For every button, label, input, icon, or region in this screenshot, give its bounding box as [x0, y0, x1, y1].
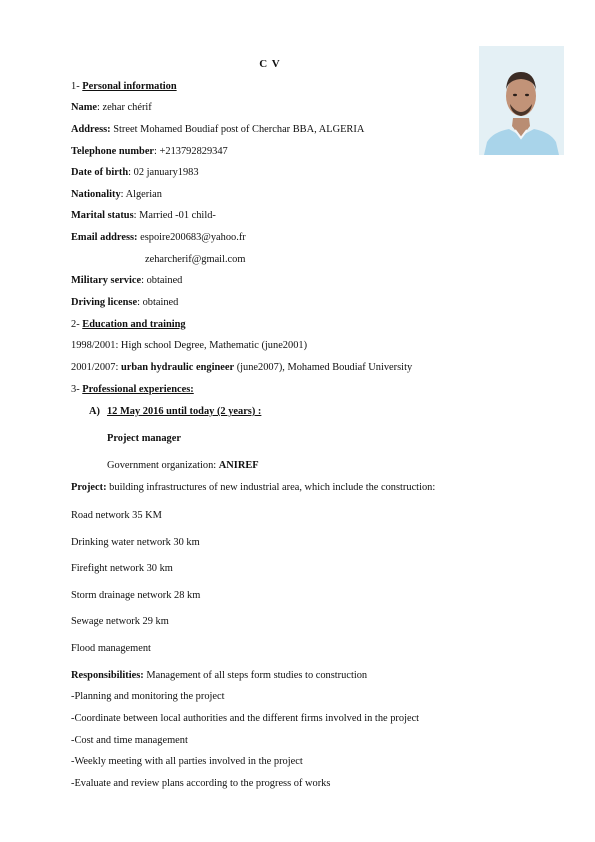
- person-portrait-icon: [479, 46, 564, 155]
- name-value: : zehar chérif: [96, 102, 152, 113]
- phone-line: [71, 145, 228, 158]
- works-item: Drinking water network 30 km: [71, 537, 200, 548]
- name-line: [71, 101, 152, 114]
- address-value: Street Mohamed Boudiaf post of Cherchar BBA, ALGERIA: [110, 124, 365, 135]
- military-value: : obtained: [141, 275, 183, 286]
- duty-item: -Cost and time management: [71, 735, 188, 746]
- cv-title: C V: [259, 58, 281, 70]
- nationality-value: : Algerian: [120, 189, 162, 200]
- name-label: Name: [71, 102, 97, 113]
- address-label: Address:: [71, 124, 111, 135]
- nationality-line: [71, 188, 162, 201]
- email-value-1: espoire200683@yahoo.fr: [137, 232, 246, 243]
- dob-value: : 02 january1983: [128, 167, 199, 178]
- project-line: [71, 481, 435, 494]
- phone-label: Telephone number: [71, 146, 155, 157]
- education-details: (june2007), Mohamed Boudiaf University: [234, 362, 413, 373]
- org-label: Government organization:: [107, 460, 219, 471]
- military-label: Military service: [71, 275, 142, 286]
- section-personal-heading: [71, 80, 177, 93]
- dob-label: Date of birth: [71, 167, 129, 178]
- duty-item: -Weekly meeting with all parties involved in the project: [71, 756, 303, 767]
- driving-value: : obtained: [137, 297, 179, 308]
- section-title: Professional experiences:: [82, 384, 194, 395]
- works-item: Storm drainage network 28 km: [71, 590, 201, 601]
- section-title: Education and training: [82, 319, 186, 330]
- org-name: ANIREF: [218, 460, 259, 471]
- responsibilities-label: Responsibilities:: [71, 670, 144, 681]
- email-line: [71, 231, 246, 244]
- education-period: 2001/2007:: [71, 362, 121, 373]
- section-number: 2-: [71, 319, 83, 330]
- driving-line: [71, 296, 178, 309]
- section-number: 3-: [71, 384, 83, 395]
- duty-item: -Evaluate and review plans according to the progress of works: [71, 778, 331, 789]
- item-period: 12 May 2016 until today (2 years) :: [106, 406, 262, 417]
- duty-item: -Planning and monitoring the project: [71, 691, 225, 702]
- works-item: Flood management: [71, 643, 151, 654]
- experience-item-heading: [89, 405, 261, 418]
- item-marker: A): [89, 406, 100, 417]
- project-label: Project:: [71, 482, 107, 493]
- education-degree: urban hydraulic engineer: [120, 362, 235, 373]
- marital-line: [71, 209, 216, 222]
- role-title: Project manager: [107, 433, 181, 444]
- works-item: Firefight network 30 km: [71, 563, 173, 574]
- marital-label: Marital status: [71, 210, 134, 221]
- section-experience-heading: [71, 383, 194, 396]
- section-title: Personal information: [82, 81, 177, 92]
- education-line-2: [71, 361, 412, 374]
- address-line: [71, 123, 364, 136]
- marital-value: : Married -01 child-: [133, 210, 216, 221]
- section-number: 1-: [71, 81, 83, 92]
- email-value-2: zeharcherif@gmail.com: [145, 254, 246, 265]
- phone-value: : +213792829347: [154, 146, 228, 157]
- email-label: Email address:: [71, 232, 138, 243]
- education-line-1: 1998/2001: High school Degree, Mathematic (june2001): [71, 340, 308, 351]
- nationality-label: Nationality: [71, 189, 121, 200]
- driving-label: Driving license: [71, 297, 138, 308]
- works-item: Sewage network 29 km: [71, 616, 169, 627]
- military-line: [71, 274, 182, 287]
- organization-line: [107, 459, 259, 472]
- dob-line: [71, 166, 199, 179]
- responsibilities-description: Management of all steps form studies to construction: [143, 670, 368, 681]
- section-education-heading: [71, 318, 186, 331]
- profile-photo: [479, 46, 564, 155]
- duty-item: -Coordinate between local authorities and the different firms involved in the project: [71, 713, 420, 724]
- works-item: Road network 35 KM: [71, 510, 162, 521]
- responsibilities-line: [71, 669, 367, 682]
- project-description: building infrastructures of new industrial area, which include the construction:: [106, 482, 436, 493]
